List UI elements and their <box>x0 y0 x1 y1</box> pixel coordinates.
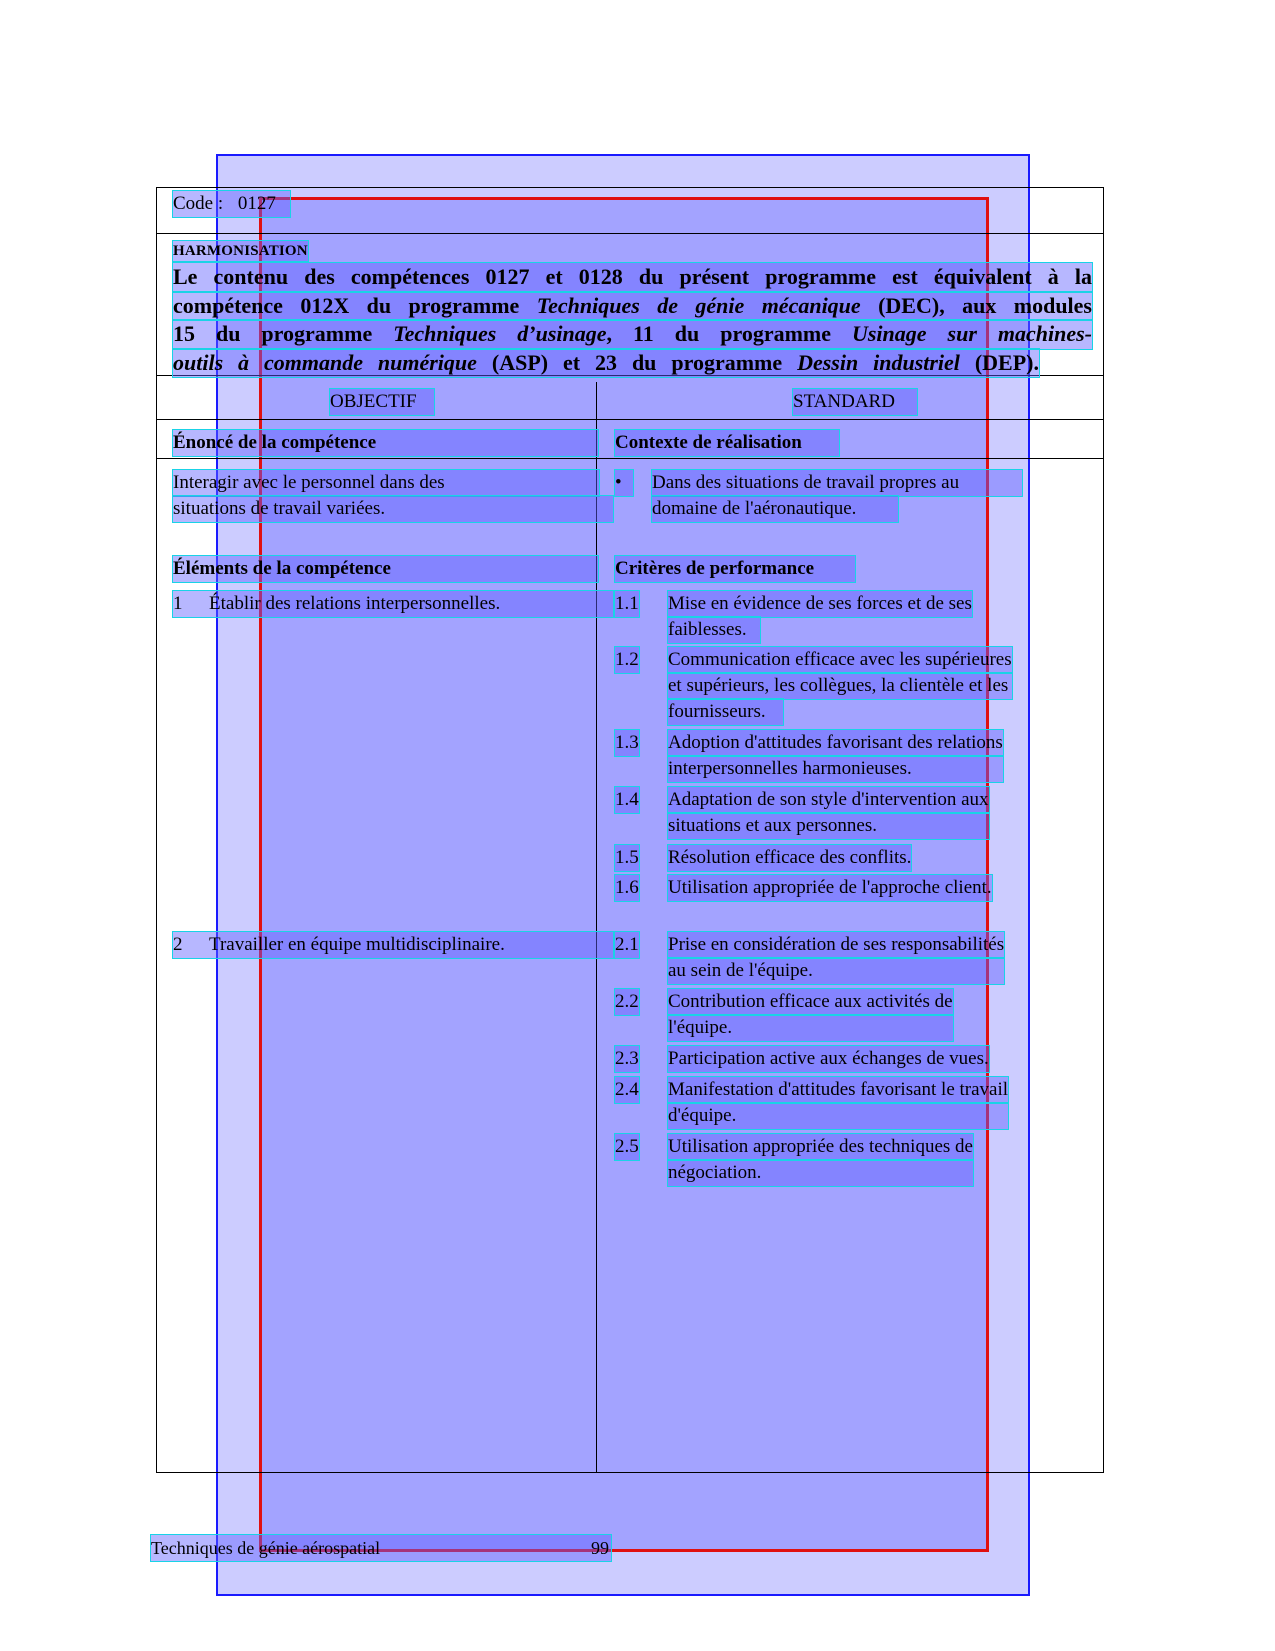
criterion-line: d'équipe. <box>668 1103 1008 1129</box>
element-number: 1 <box>173 593 183 614</box>
criterion-line: Contribution efficace aux activités de <box>668 989 953 1015</box>
criterion-number: 2.3 <box>615 1046 639 1072</box>
enonce-line-2: situations de travail variées. <box>173 496 613 522</box>
contexte-header: Contexte de réalisation <box>615 430 839 456</box>
criterion-number: 1.6 <box>615 875 639 901</box>
enonce-line-1: Interagir avec le personnel dans des <box>173 470 599 496</box>
harmonisation-line-3: 15 du programme Techniques d’usinage, 11 du programme Usinage sur machines- <box>173 320 1092 349</box>
harmonisation-line-1: Le contenu des compétences 0127 et 0128 du présent programme est équivalent à la <box>173 263 1092 292</box>
rule <box>156 458 1104 459</box>
criterion-line: fournisseurs. <box>668 699 783 725</box>
standard-heading: STANDARD <box>793 389 917 415</box>
criterion-line: interpersonnelles harmonieuses. <box>668 756 1003 782</box>
element-label: Établir des relations interpersonnelles. <box>209 593 501 614</box>
criterion-line: Mise en évidence de ses forces et de ses <box>668 591 972 617</box>
element-2 <box>173 932 613 958</box>
criterion-line: Prise en considération de ses responsabilités <box>668 932 1004 958</box>
criterion-line: situations et aux personnes. <box>668 813 989 839</box>
element-label: Travailler en équipe multidisciplinaire. <box>209 934 505 955</box>
criterion-number: 1.2 <box>615 647 639 673</box>
footer <box>151 1535 611 1561</box>
criteres-header: Critères de performance <box>615 556 855 582</box>
criterion-line: Résolution efficace des conflits. <box>668 845 911 871</box>
criterion-number: 1.3 <box>615 730 639 756</box>
criterion-number: 2.1 <box>615 932 639 958</box>
criterion-line: Adoption d'attitudes favorisant des relations <box>668 730 1003 756</box>
rule <box>156 419 1104 420</box>
harmonisation-text <box>173 263 1092 377</box>
criterion-number: 1.1 <box>615 591 639 617</box>
harmonisation-title: HARMONISATION <box>173 243 308 259</box>
criterion-line: Adaptation de son style d'intervention aux <box>668 787 989 813</box>
contexte-line-1: Dans des situations de travail propres au <box>652 470 1022 496</box>
criterion-line: et supérieurs, les collègues, la clientèle et les <box>668 673 1012 699</box>
criterion-number: 2.5 <box>615 1134 639 1160</box>
code-line <box>173 191 290 217</box>
harmonisation-line-2: compétence 012X du programme Techniques de génie mécanique (DEC), aux modules <box>173 292 1092 321</box>
column-divider <box>596 382 597 1472</box>
criterion-line: Utilisation appropriée des techniques de <box>668 1134 973 1160</box>
contexte-bullet: • <box>615 470 633 496</box>
contexte-line-2: domaine de l'aéronautique. <box>652 496 898 522</box>
criterion-line: au sein de l'équipe. <box>668 958 1004 984</box>
criterion-line: Utilisation appropriée de l'approche client. <box>668 875 992 901</box>
rule <box>156 233 1104 234</box>
criterion-line: faiblesses. <box>668 617 760 643</box>
criterion-number: 1.4 <box>615 787 639 813</box>
element-number: 2 <box>173 934 183 955</box>
elements-header: Éléments de la compétence <box>173 556 598 582</box>
criterion-line: Communication efficace avec les supérieures <box>668 647 1012 673</box>
criterion-number: 1.5 <box>615 845 639 871</box>
enonce-header: Énoncé de la compétence <box>173 430 598 456</box>
criterion-number: 2.4 <box>615 1077 639 1103</box>
code-label: Code : <box>173 193 224 214</box>
element-1 <box>173 591 613 617</box>
objectif-heading: OBJECTIF <box>330 389 434 415</box>
harmonisation-line-4: outils à commande numérique (ASP) et 23 du programme Dessin industriel (DEP). <box>173 349 1039 378</box>
criterion-line: négociation. <box>668 1160 973 1186</box>
criterion-number: 2.2 <box>615 989 639 1015</box>
criterion-line: l'équipe. <box>668 1015 953 1041</box>
criterion-line: Participation active aux échanges de vues. <box>668 1046 989 1072</box>
code-value: 0127 <box>237 193 276 214</box>
criterion-line: Manifestation d'attitudes favorisant le travail <box>668 1077 1008 1103</box>
footer-page-number: 99 <box>591 1538 609 1558</box>
footer-program: Techniques de génie aérospatial <box>151 1538 381 1558</box>
